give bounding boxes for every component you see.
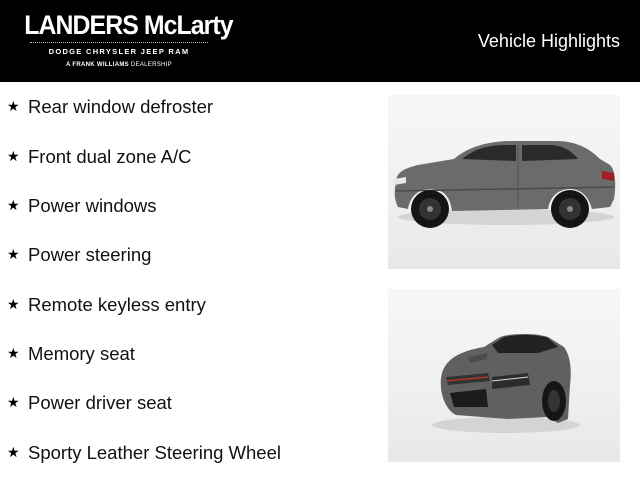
- list-item: [0, 294, 380, 324]
- list-item: [0, 392, 380, 422]
- feature-label: Front dual zone A/C: [28, 146, 192, 167]
- logo-divider: [30, 42, 208, 43]
- star-icon: ★: [7, 345, 20, 361]
- list-item: [0, 442, 380, 472]
- feature-label: Rear window defroster: [28, 96, 214, 117]
- star-icon: ★: [7, 98, 20, 114]
- dealer-logo[interactable]: [16, 10, 233, 68]
- logo-name: LANDERS McLarty: [24, 10, 233, 40]
- feature-label: Power driver seat: [28, 392, 172, 413]
- star-icon: ★: [7, 246, 20, 262]
- logo-tagline-prefix: A FRANK WILLIAMS: [66, 62, 129, 68]
- logo-tagline-suffix: DEALERSHIP: [130, 62, 172, 68]
- feature-label: Memory seat: [28, 343, 135, 364]
- vehicle-photo-front[interactable]: [388, 289, 620, 462]
- feature-label: Power windows: [28, 195, 157, 216]
- logo-brands: DODGE CHRYSLER JEEP RAM: [48, 47, 190, 56]
- star-icon: ★: [7, 296, 20, 312]
- list-item: [0, 195, 380, 225]
- list-item: [0, 343, 380, 373]
- vehicle-side-illustration: [388, 95, 620, 269]
- star-icon: ★: [7, 148, 20, 164]
- vehicle-photo-side[interactable]: [388, 95, 620, 269]
- vehicle-front-illustration: [388, 289, 620, 462]
- star-icon: ★: [7, 394, 20, 410]
- feature-label: Sporty Leather Steering Wheel: [28, 442, 281, 463]
- list-item: [0, 96, 380, 126]
- star-icon: ★: [7, 197, 20, 213]
- feature-label: Remote keyless entry: [28, 294, 206, 315]
- page-title: Vehicle Highlights: [477, 31, 620, 51]
- list-item: [0, 244, 380, 274]
- logo-tagline: [16, 62, 222, 68]
- list-item: [0, 146, 380, 176]
- header-bar: [0, 0, 640, 82]
- star-icon: ★: [7, 444, 20, 460]
- feature-label: Power steering: [28, 244, 152, 265]
